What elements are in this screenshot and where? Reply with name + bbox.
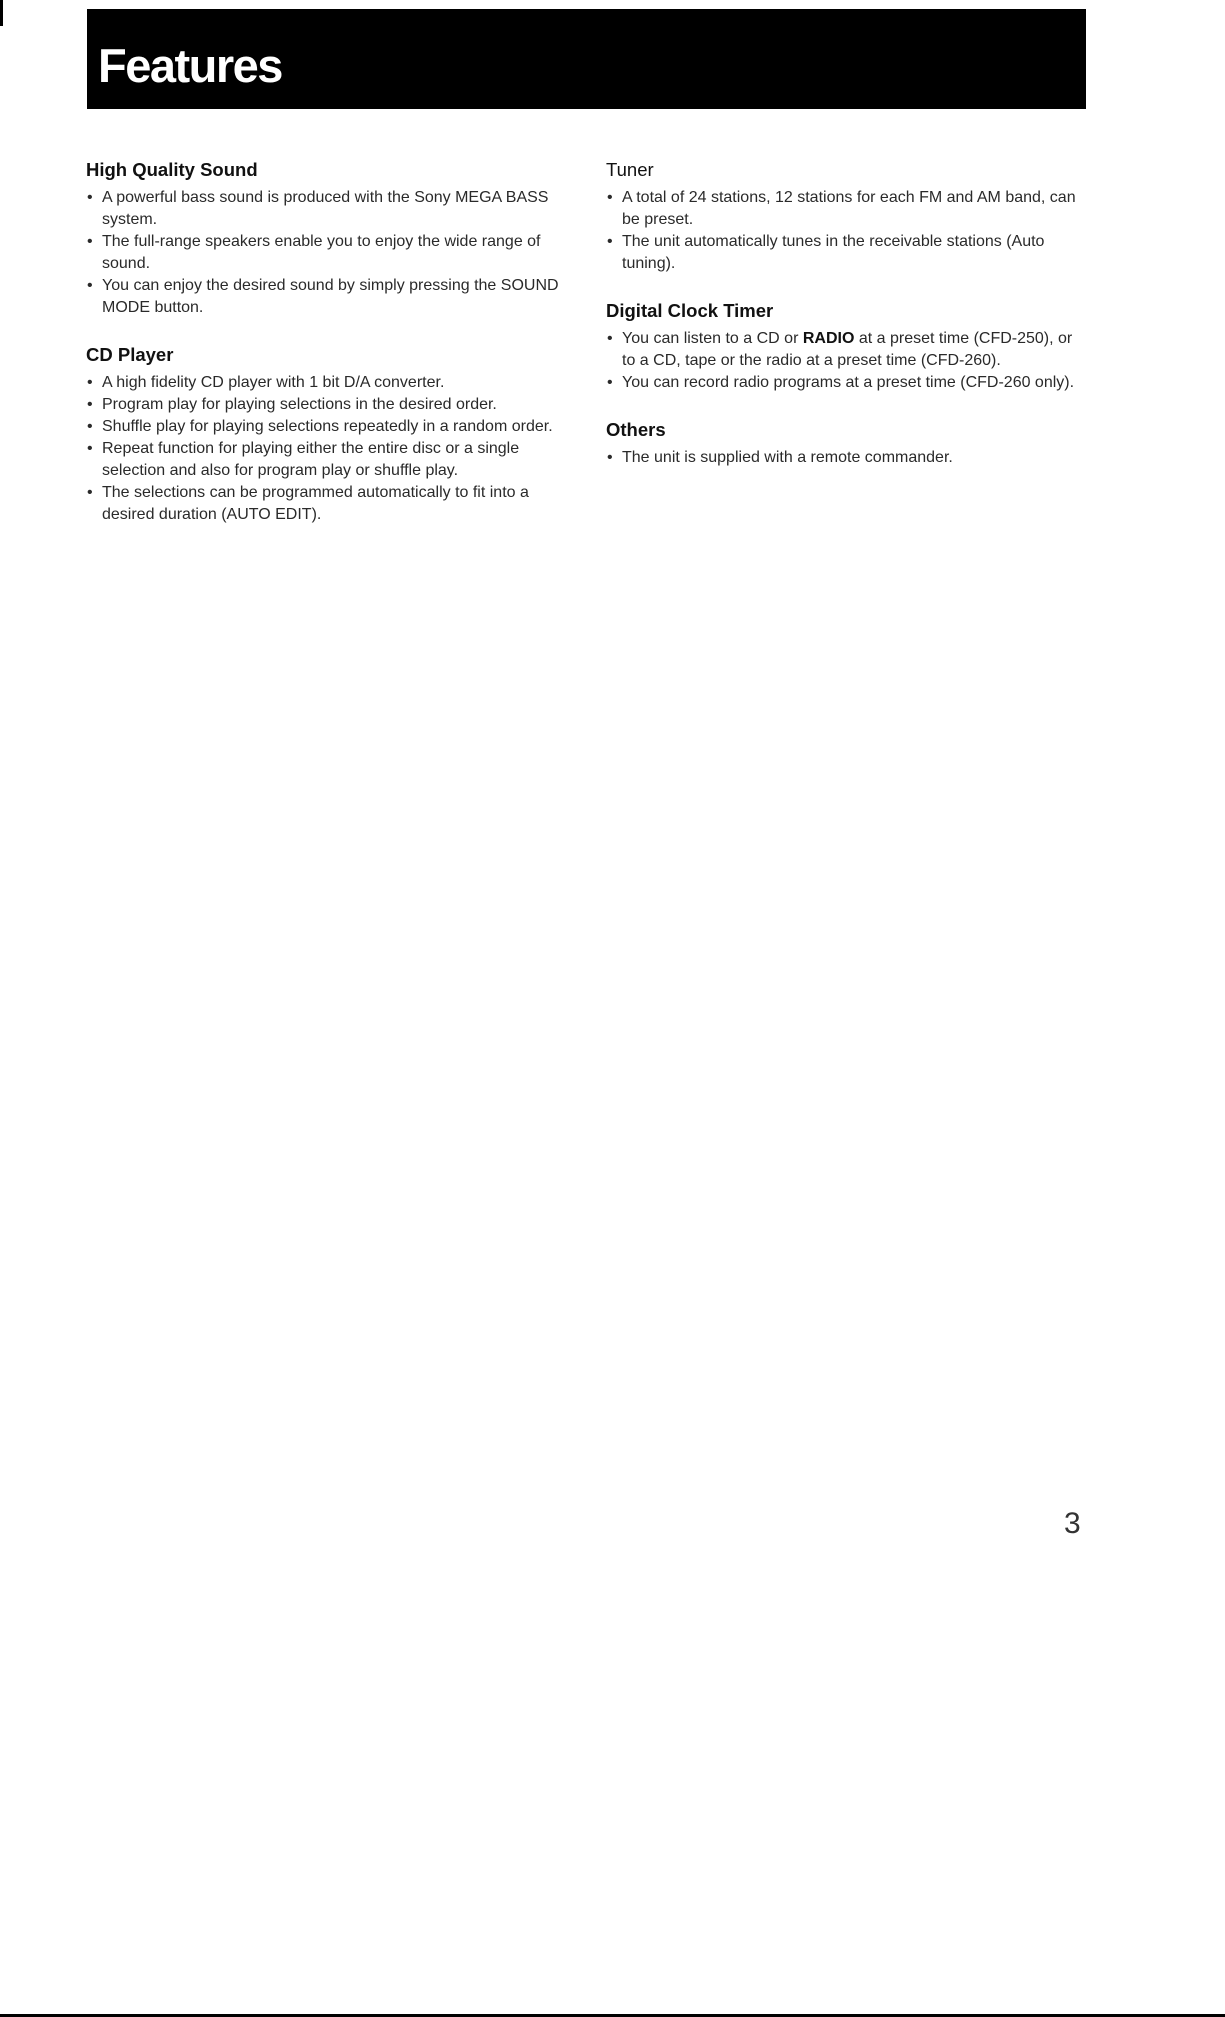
left-column: [86, 157, 566, 549]
list-item: [86, 187, 566, 231]
section-cd-player: [86, 342, 566, 526]
list-item-text: The unit is supplied with a remote commander.: [622, 449, 953, 466]
list-item: [606, 328, 1086, 372]
list-item-text-after: at a preset time (CFD-250), or to a CD, tape or the radio at a preset time (CFD-260).: [622, 330, 1073, 369]
list-item: [86, 394, 566, 416]
bullet-icon: •: [87, 374, 93, 391]
bullet-icon: •: [87, 418, 93, 435]
feature-list: [606, 328, 1086, 394]
section-heading: Digital Clock Timer: [606, 300, 774, 321]
bullet-icon: •: [607, 449, 613, 466]
section-others: [606, 417, 1086, 469]
list-item-text: The selections can be programmed automatically to fit into a desired duration (AUTO EDIT).: [102, 484, 529, 523]
list-item-text: A high fidelity CD player with 1 bit D/A converter.: [102, 374, 445, 391]
list-item: [86, 438, 566, 482]
feature-list: [86, 372, 566, 526]
section-high-quality-sound: [86, 157, 566, 319]
list-item-text: You can record radio programs at a preset time (CFD-260 only).: [622, 374, 1075, 391]
list-item-text: The unit automatically tunes in the receivable stations (Auto tuning).: [622, 233, 1045, 272]
list-item-text: You can enjoy the desired sound by simply pressing the SOUND MODE button.: [102, 277, 559, 316]
section-heading: High Quality Sound: [86, 159, 258, 180]
list-item: [606, 372, 1086, 394]
section-heading: Tuner: [606, 159, 654, 180]
list-item-text-before: You can listen to a CD or: [622, 330, 803, 347]
right-column: [606, 157, 1086, 492]
page-title: Features: [98, 39, 282, 92]
list-item-text: A powerful bass sound is produced with the Sony MEGA BASS system.: [102, 189, 549, 228]
list-item-text: Program play for playing selections in the desired order.: [102, 396, 497, 413]
bullet-icon: •: [87, 484, 93, 501]
bullet-icon: •: [607, 233, 613, 250]
section-digital-clock-timer: [606, 298, 1086, 394]
bullet-icon: •: [607, 374, 613, 391]
list-item: [606, 447, 1086, 469]
page-number: 3: [1064, 1507, 1081, 1540]
list-item-text: The full-range speakers enable you to enjoy the wide range of sound.: [102, 233, 541, 272]
feature-list: [606, 187, 1086, 275]
list-item: [86, 231, 566, 275]
list-item: [606, 231, 1086, 275]
bullet-icon: •: [87, 440, 93, 457]
list-item: [86, 482, 566, 526]
left-edge-mark: [0, 0, 3, 26]
bullet-icon: •: [87, 277, 93, 294]
list-item: [86, 372, 566, 394]
list-item-text: Repeat function for playing either the entire disc or a single selection and also for program play or shuffle play.: [102, 440, 520, 479]
bullet-icon: •: [607, 330, 613, 347]
bullet-icon: •: [87, 233, 93, 250]
bullet-icon: •: [87, 189, 93, 206]
feature-list: [606, 447, 1086, 469]
section-tuner: [606, 157, 1086, 275]
list-item: [86, 416, 566, 438]
radio-emphasis: RADIO: [802, 330, 855, 347]
list-item-text: Shuffle play for playing selections repeatedly in a random order.: [102, 418, 553, 435]
list-item: [86, 275, 566, 319]
bullet-icon: •: [607, 189, 613, 206]
feature-list: [86, 187, 566, 319]
section-heading: Others: [606, 419, 666, 440]
bullet-icon: •: [87, 396, 93, 413]
section-heading: CD Player: [86, 344, 174, 365]
title-banner: [87, 9, 1086, 109]
list-item-text: A total of 24 stations, 12 stations for each FM and AM band, can be preset.: [622, 189, 1076, 228]
list-item: [606, 187, 1086, 231]
